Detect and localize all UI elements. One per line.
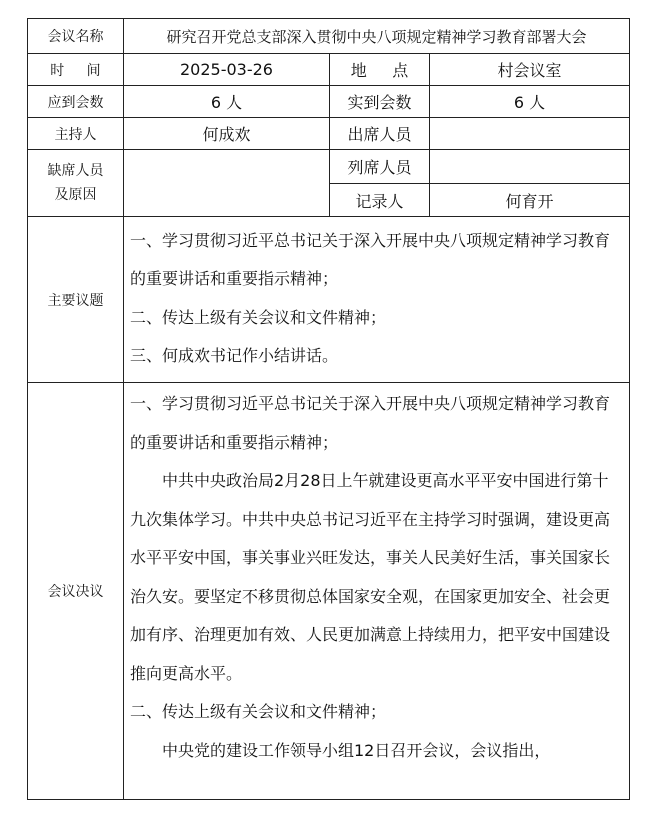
decision-paragraph: 一、学习贯彻习近平总书记关于深入开展中央八项规定精神学习教育的重要讲话和重要指示精神； xyxy=(130,394,611,452)
recorder-value: 何育开 xyxy=(430,184,630,217)
decision-paragraph: 中共中央政治局2月28日上午就建设更高水平平安中国进行第十九次集体学习。中共中央总书记习近平在主持学习时强调，建设更高水平平安中国，事关事业兴旺发达，事关人民美好生活，事关国家长治久安。要坚定不移贯彻总体国家安全观，在国家更加安全、社会更加有序、治理更加有效、人民更加满意上持续用力，把平安中国建设推向更高水平。 xyxy=(130,471,611,683)
topic-item: 二、传达上级有关会议和文件精神； xyxy=(130,307,387,327)
attendees-label: 出席人员 xyxy=(330,118,430,150)
row-decisions xyxy=(28,383,630,800)
actual-count-value: 6 人 xyxy=(430,86,630,118)
meeting-name-value: 研究召开党总支部深入贯彻中央八项规定精神学习教育部署大会 xyxy=(124,19,630,54)
meeting-minutes-table xyxy=(27,18,630,800)
time-label: 时间 xyxy=(50,62,124,79)
row-meeting-name xyxy=(28,19,630,54)
row-topics xyxy=(28,217,630,383)
place-label: 地点 xyxy=(350,61,434,80)
observers-value xyxy=(430,150,630,184)
attendees-value xyxy=(430,118,630,150)
expected-count-label: 应到会数 xyxy=(28,86,124,118)
row-absent-observers xyxy=(28,150,630,184)
decisions-label: 会议决议 xyxy=(28,383,124,800)
decision-paragraph: 中央党的建设工作领导小组12日召开会议，会议指出， xyxy=(162,740,551,760)
row-attendance-count xyxy=(28,86,630,118)
topic-item: 三、何成欢书记作小结讲话。 xyxy=(130,346,339,365)
actual-count-label: 实到会数 xyxy=(330,86,430,118)
host-value: 何成欢 xyxy=(124,118,330,150)
observers-label: 列席人员 xyxy=(330,150,430,184)
topic-item: 一、学习贯彻习近平总书记关于深入开展中央八项规定精神学习教育的重要讲话和重要指示精神； xyxy=(130,230,611,288)
absent-label-line-1: 缺席人员 xyxy=(47,163,104,179)
decision-paragraph: 二、传达上级有关会议和文件精神； xyxy=(130,702,387,721)
host-label: 主持人 xyxy=(28,118,124,150)
topics-content xyxy=(124,217,630,383)
place-value: 村会议室 xyxy=(430,54,630,86)
decisions-content xyxy=(124,383,630,800)
absent-label-line-2: 及原因 xyxy=(54,187,97,203)
absent-label xyxy=(28,150,124,217)
row-time-place xyxy=(28,54,630,86)
expected-count-value: 6 人 xyxy=(124,86,330,118)
time-value: 2025-03-26 xyxy=(124,54,330,86)
topics-label: 主要议题 xyxy=(28,217,124,383)
row-host-attendees xyxy=(28,118,630,150)
meeting-name-label: 会议名称 xyxy=(28,19,124,54)
absent-value xyxy=(124,150,330,217)
recorder-label: 记录人 xyxy=(330,184,430,217)
